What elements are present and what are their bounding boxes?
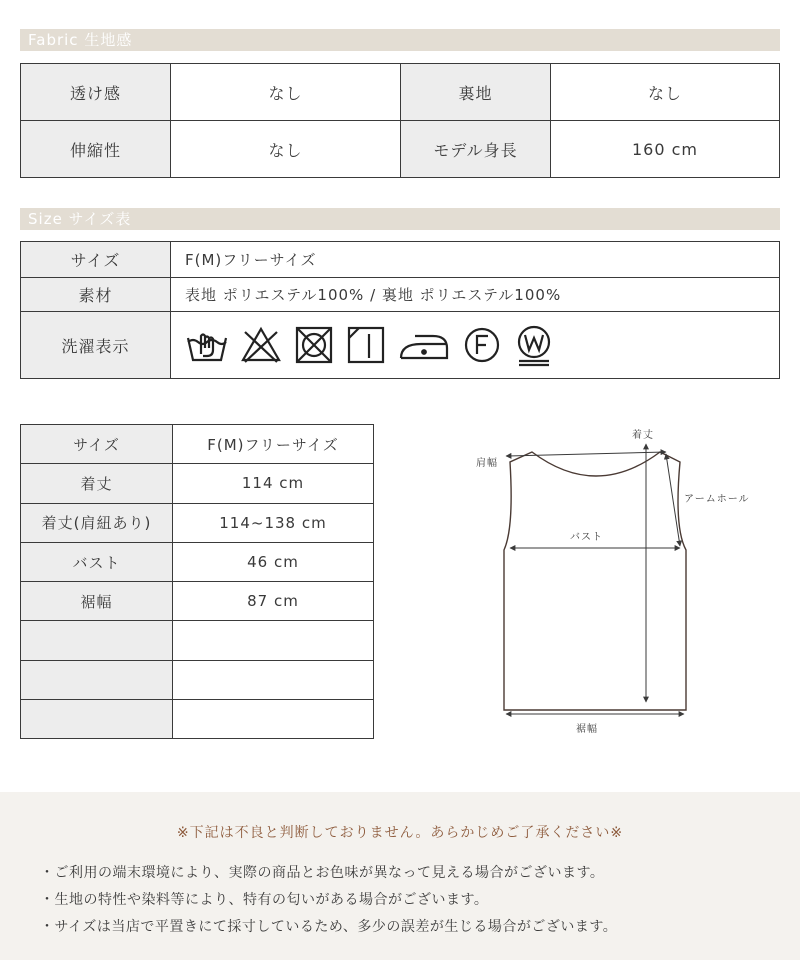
measure-label: 着丈(肩紐あり): [21, 503, 173, 542]
fabric-table: [20, 63, 780, 178]
size-section-header: [20, 208, 780, 230]
fabric-value-lining: なし: [551, 64, 780, 121]
table-row: [21, 121, 780, 178]
fabric-label-sheerness: 透け感: [21, 64, 171, 121]
measure-value: [173, 621, 374, 660]
diagram-hem-label: 裾幅: [576, 724, 598, 735]
table-row: [21, 425, 374, 464]
measure-value: F(M)フリーサイズ: [173, 425, 374, 464]
table-row: [21, 503, 374, 542]
table-row: [21, 312, 780, 379]
size-label: サイズ: [21, 242, 171, 278]
list-item: ・生地の特性や染料等により、特有の匂いがある場合がございます。: [40, 892, 489, 908]
hand-wash-icon: [185, 324, 229, 366]
table-row: [21, 700, 374, 739]
table-row: [21, 582, 374, 621]
measure-label: [21, 660, 173, 699]
table-row: [21, 278, 780, 312]
fabric-label-lining: 裏地: [401, 64, 551, 121]
measure-value: 46 cm: [173, 542, 374, 581]
measure-label: [21, 621, 173, 660]
measure-value: 114 cm: [173, 464, 374, 503]
wet-clean-w-icon: [513, 323, 555, 367]
fabric-section-header: [20, 29, 780, 51]
table-row: [21, 621, 374, 660]
table-row: [21, 464, 374, 503]
measure-label: [21, 700, 173, 739]
list-item: ・ご利用の端末環境により、実際の商品とお色味が異なって見える場合がございます。: [40, 865, 605, 881]
measure-value: [173, 660, 374, 699]
material-value: 表地 ポリエステル100% / 裏地 ポリエステル100%: [171, 278, 780, 312]
diagram-armhole-label: アームホール: [684, 494, 750, 505]
low-iron-icon: [397, 324, 451, 366]
fabric-header-text: Fabric 生地感: [28, 31, 133, 49]
size-value: F(M)フリーサイズ: [171, 242, 780, 278]
notes-list: [40, 860, 617, 941]
measure-value: 114~138 cm: [173, 503, 374, 542]
measure-label: 着丈: [21, 464, 173, 503]
garment-diagram: [470, 420, 780, 750]
notes-heading: ※下記は不良と判断しておりません。あらかじめご了承ください※: [176, 825, 624, 841]
fabric-value-stretch: なし: [171, 121, 401, 178]
material-label: 素材: [21, 278, 171, 312]
line-dry-shade-icon: [345, 324, 387, 366]
care-label: 洗濯表示: [21, 312, 171, 379]
fabric-label-stretch: 伸縮性: [21, 121, 171, 178]
notes-panel: [0, 792, 800, 960]
fabric-label-model-height: モデル身長: [401, 121, 551, 178]
table-row: [21, 542, 374, 581]
diagram-bust-label: バスト: [570, 532, 603, 543]
table-row: [21, 242, 780, 278]
garment-outline: [504, 452, 686, 710]
measurement-table: [20, 424, 374, 739]
table-row: [21, 64, 780, 121]
fabric-value-model-height: 160 cm: [551, 121, 780, 178]
measure-label: 裾幅: [21, 582, 173, 621]
diagram-length-label: 着丈: [632, 430, 654, 441]
table-row: [21, 660, 374, 699]
measure-label: バスト: [21, 542, 173, 581]
size-table: [20, 241, 780, 379]
care-icons-cell: [171, 312, 780, 379]
fabric-value-sheerness: なし: [171, 64, 401, 121]
measure-value: 87 cm: [173, 582, 374, 621]
dry-clean-f-icon: [461, 324, 503, 366]
list-item: ・サイズは当店で平置きにて採寸しているため、多少の誤差が生じる場合がございます。: [40, 919, 618, 935]
no-bleach-icon: [239, 324, 283, 366]
no-tumble-dry-icon: [293, 324, 335, 366]
diagram-shoulder-label: 肩幅: [476, 458, 498, 469]
measure-label: サイズ: [21, 425, 173, 464]
size-header-text: Size サイズ表: [28, 210, 132, 228]
measure-value: [173, 700, 374, 739]
